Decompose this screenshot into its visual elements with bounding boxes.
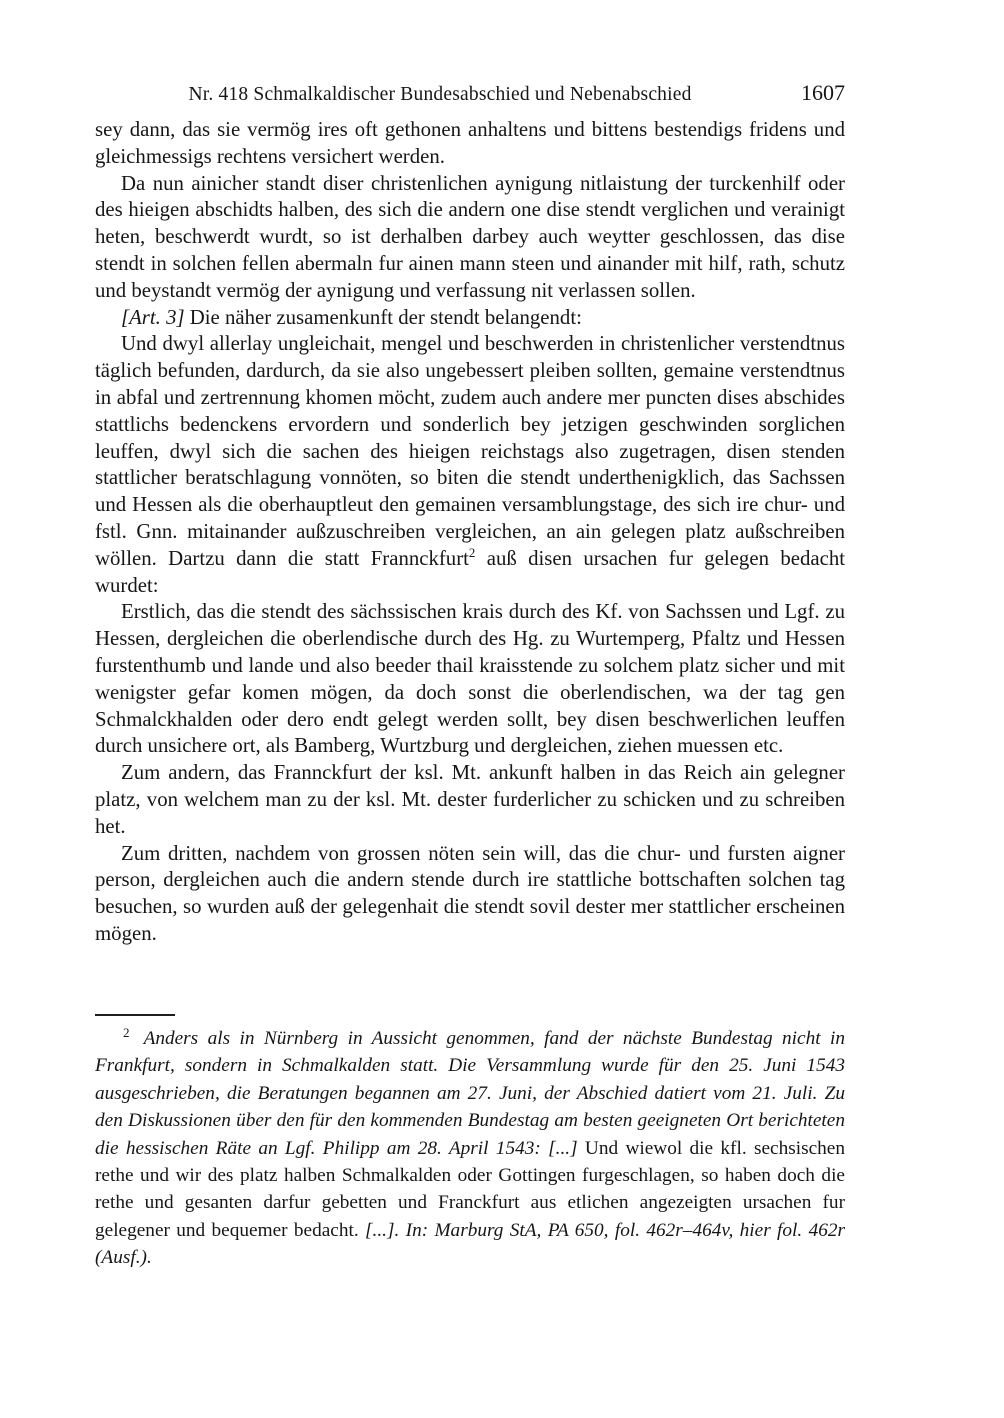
paragraph: Erstlich, das die stendt des sächssischen krais durch des Kf. von Sachssen und Lgf. zu Hessen, dergleichen die oberlendische durch des Hg. zu Wurtemperg, Pfaltz und Hessen furstenthumb und lande und also beeder thail kraisstende zu solchem platz sicher und mit wenigster gefar komen mögen, da doch sonst die oberlendischen, wa der tag gen Schmalckhalden oder dero endt gelegt werden sollt, bey disen beschwerlichen leuffen durch unsichere ort, als Bamberg, Wurtzburg und dergleichen, ziehen muessen etc. xyxy=(95,600,845,758)
body-text xyxy=(95,117,845,948)
article-heading-text: Die näher zusamenkunft der stendt belangendt: xyxy=(184,305,582,329)
paragraph-text: Und dwyl allerlay ungleichait, mengel und beschwerden in christenlicher verstendtnus täglich befunden, dardurch, da sie also ungebessert pleiben sollten, gemaine verstendtnus in abfal und zertrennung khomen möcht, zudem auch andere mer puncten dises abschides stattlichs bedenckens ervordern und sonderlich bey jetzigen geschwinden sorglichen leuffen, dwyl sich die sachen des hieigen reichstags also zugetragen, disen stenden stattlicher beratschlagung vonnöten, so biten die stendt underthenigklich, das Sachssen und Hessen als die oberhauptleut den gemainen versamblungstage, des sich ire chur- und fstl. Gnn. mitainander außzuschreiben vergleichen, an ain gelegen platz außschreiben wöllen. Dartzu dann die statt Frannckfurt xyxy=(95,332,845,570)
footnote-source: [...]. In: Marburg StA, PA 650, fol. 462r–464v, hier fol. 462r (Ausf.). xyxy=(95,1219,846,1269)
page-number: 1607 xyxy=(801,80,845,105)
paragraph: Zum dritten, nachdem von grossen nöten sein will, das die chur- und fursten aigner person, dergleichen auch die andern stende durch ire stattliche bottschaften solchen tag besuchen, so wurden auß der gelegenhait die stendt sovil dester mer stattlicher erscheinen mögen. xyxy=(95,841,845,945)
paragraph-continuation: sey dann, das sie vermög ires oft gethonen anhaltens und bittens bestendigs fridens und gleichmessigs rechtens versichert werden. xyxy=(95,118,845,168)
footnote-quotation: Und wiewol die kfl. sechsischen rethe und wir des platz halben Schmalkalden oder Gottingen furgeschlagen, so haben doch die rethe und gesanten darfur gebetten und Franckfurt aus etlichen angezeigten ursachen fur gelegener und bequemer bedacht. xyxy=(95,1137,845,1241)
article-label: [Art. 3] xyxy=(121,305,185,329)
paragraph: Da nun ainicher standt diser christenlichen aynigung nitlaistung der turckenhilf oder des hieigen abschidts halben, des sich die andern one dise stendt verglichen und verainigt heten, beschwerdt wurdt, so ist derhalben darbey auch weytter geschlossen, das dise stendt in solchen fellen abermaln fur ainen mann steen und ainander mit hilf, rath, schutz und beystandt vermög der aynigung und verfassung nit verlassen sollen. xyxy=(95,171,845,302)
paragraph-text: auß disen ursachen fur gelegen bedacht wurdet: xyxy=(95,546,845,597)
footnote-divider xyxy=(95,1014,175,1016)
footnote-reference: 2 xyxy=(468,545,476,560)
footnote-marker: 2 xyxy=(123,1024,130,1040)
footnote xyxy=(95,1025,845,1272)
paragraph xyxy=(95,331,845,599)
footnote-section xyxy=(95,1014,845,1272)
footnote-commentary: Anders als in Nürnberg in Aussicht genommen, fand der nächste Bundestag nicht in Frankfurt, sondern in Schmalkalden statt. Die Versammlung wurde für den 25. Juni 1543 ausgeschrieben, die Beratungen begannen am 27. Juni, der Abschied datiert vom 21. Juli. Zu den Diskussionen über den für den kommenden Bundestag am besten geeigneten Ort berichteten die hessischen Räte an Lgf. Philipp am 28. April 1543: [...] xyxy=(95,1028,845,1159)
running-title: Nr. 418 Schmalkaldischer Bundesabschied und Nebenabschied xyxy=(188,84,692,105)
paragraph-article-heading xyxy=(95,305,845,332)
page-header xyxy=(95,80,845,106)
paragraph: Zum andern, das Frannckfurt der ksl. Mt. ankunft halben in das Reich ain gelegner platz, von welchem man zu der ksl. Mt. dester furderlicher zu schicken und zu schreiben het. xyxy=(95,761,845,838)
